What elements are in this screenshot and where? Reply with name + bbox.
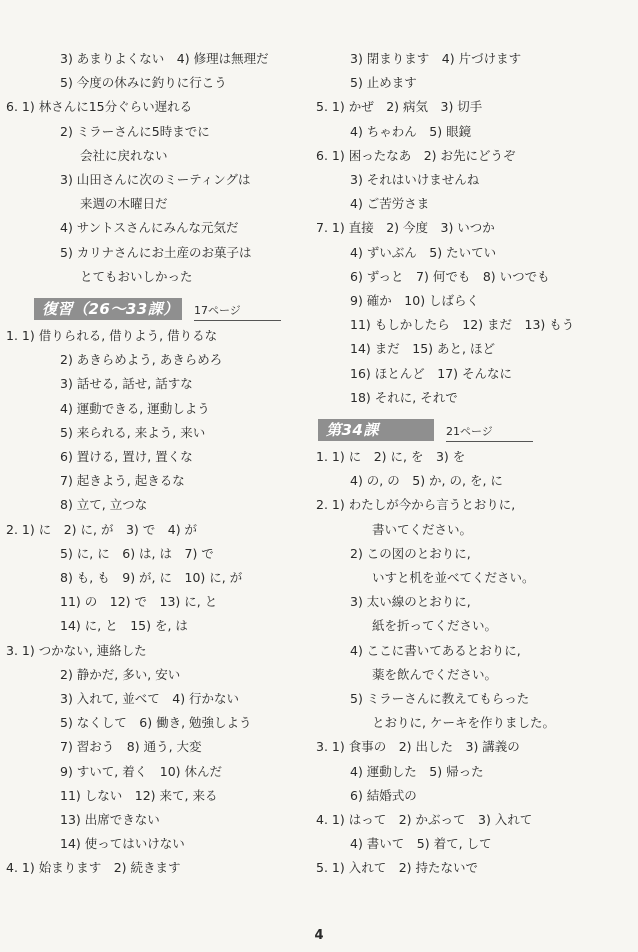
right-column-answer-line: 5) ミラーさんに教えてもらった	[350, 691, 530, 706]
left-column-answer-line: 2) ミラーさんに5時までに	[60, 123, 210, 139]
left-column-answer-line: 8) も, も 9) が, に 10) に, が	[60, 570, 243, 585]
right-column-answer-line: 4) ちゃわん 5) 眼鏡	[350, 123, 472, 139]
right-column-answer-line: 9) 確か 10) しばらく	[350, 293, 480, 308]
right-column-answer-line: 4) ずいぶん 5) たいてい	[350, 244, 497, 260]
left-column-answer-line: 会社に戻れない	[80, 147, 168, 163]
right-column-answer-line: 紙を折ってください。	[372, 618, 498, 634]
left-column-answer-line: 5) に, に 6) は, は 7) で	[60, 545, 214, 561]
left-column-answer-line: 6) 置ける, 置け, 置くな	[60, 449, 193, 464]
right-column-answer-line: 14) まだ 15) あと, ほど	[350, 341, 495, 357]
left-column-answer-line: 11) しない 12) 来て, 来る	[60, 787, 218, 803]
left-column-answer-line: 1. 1) 借りられる, 借りよう, 借りるな	[6, 328, 218, 343]
right-column-answer-line: 4. 1) はって 2) かぶって 3) 入れて	[316, 812, 533, 827]
right-column-answer-line: 5. 1) 入れて 2) 持たないで	[316, 860, 479, 876]
left-column-answer-line: 2. 1) に 2) に, が 3) で 4) が	[6, 521, 198, 537]
right-column-answer-line: 4) 書いて 5) 着て, して	[350, 836, 492, 852]
right-column-answer-line: 2. 1) わたしが今から言うとおりに,	[316, 497, 516, 513]
left-column-answer-line: 9) すいて, 着く 10) 休んだ	[60, 763, 223, 779]
right-column-answer-line: 2) この図のとおりに,	[350, 545, 471, 561]
right-column-answer-line: 6) ずっと 7) 何でも 8) いつでも	[350, 268, 550, 284]
left-column-answer-line: 4. 1) 始まります 2) 続きます	[6, 860, 181, 876]
right-column-answer-line: とおりに, ケーキを作りました。	[372, 715, 555, 731]
right-column-answer-line: 7. 1) 直接 2) 今度 3) いつか	[316, 220, 495, 236]
left-column-answer-line: 7) 習おう 8) 通う, 大変	[60, 739, 202, 755]
left-column-answer-line: 2) あきらめよう, あきらめろ	[60, 352, 223, 368]
left-column-answer-line: 4) 運動できる, 運動しよう	[60, 400, 210, 416]
left-column-answer-line: 5) 今度の休みに釣りに行こう	[60, 75, 227, 91]
right-column-page-reference: 21ページ	[446, 425, 493, 438]
right-column-answer-line: 5. 1) かぜ 2) 病気 3) 切手	[316, 99, 483, 115]
left-column-answer-line: 4) サントスさんにみんな元気だ	[60, 220, 239, 236]
page-number: 4	[314, 928, 324, 943]
right-column-answer-line: 1. 1) に 2) に, を 3) を	[316, 449, 466, 464]
right-column-answer-line: 4) の, の 5) か, の, を, に	[350, 473, 503, 489]
right-column-answer-line: 11) もしかしたら 12) まだ 13) もう	[350, 317, 575, 333]
right-column-answer-line: 書いてください。	[372, 521, 473, 537]
left-column-answer-line: 5) カリナさんにお土産のお菓子は	[60, 244, 252, 260]
right-column-answer-line: 6. 1) 困ったなあ 2) お先にどうぞ	[316, 147, 516, 163]
right-column-answer-line: 6) 結婚式の	[350, 787, 417, 803]
right-column-answer-line: 3. 1) 食事の 2) 出した 3) 講義の	[316, 739, 520, 755]
left-column-answer-line: 3. 1) つかない, 連絡した	[6, 642, 147, 658]
right-column-answer-line: 16) ほとんど 17) そんなに	[350, 365, 513, 381]
left-column-answer-line: 来週の木曜日だ	[80, 196, 168, 212]
right-column-answer-line: 4) ご苦労さま	[350, 196, 430, 212]
left-column-answer-line: とてもおいしかった	[80, 268, 193, 284]
left-column-answer-line: 2) 静かだ, 多い, 安い	[60, 666, 181, 682]
right-column-answer-line: 5) 止めます	[350, 75, 417, 91]
left-column-answer-line: 8) 立て, 立つな	[60, 497, 148, 513]
left-column-answer-line: 5) 来られる, 来よう, 来い	[60, 424, 206, 440]
right-column-answer-line: いすと机を並べてください。	[372, 570, 535, 585]
left-column-answer-line: 3) 話せる, 話せ, 話すな	[60, 376, 193, 392]
right-column-answer-line: 4) ここに書いてあるとおりに,	[350, 642, 521, 658]
right-column-section-header: 第34課	[318, 419, 434, 441]
left-column-answer-line: 3) あまりよくない 4) 修理は無理だ	[60, 51, 269, 66]
left-column-answer-line: 14) に, と 15) を, は	[60, 618, 188, 634]
left-column-answer-line: 6. 1) 林さんに15分ぐらい遅れる	[6, 99, 193, 115]
right-column-answer-line: 3) 閉まります 4) 片づけます	[350, 51, 522, 66]
right-column-answer-line: 3) それはいけませんね	[350, 172, 480, 187]
right-column-answer-line: 4) 運動した 5) 帰った	[350, 763, 484, 779]
right-column-answer-line: 薬を飲んでください。	[372, 666, 498, 682]
left-column-answer-line: 3) 山田さんに次のミーティングは	[60, 172, 251, 187]
left-column-answer-line: 11) の 12) で 13) に, と	[60, 594, 218, 610]
left-column-section-header: 復習（26～33課）	[34, 298, 182, 320]
left-column-answer-line: 14) 使ってはいけない	[60, 836, 185, 852]
left-column-answer-line: 3) 入れて, 並べて 4) 行かない	[60, 691, 240, 706]
left-column-answer-line: 13) 出席できない	[60, 812, 160, 827]
left-column-answer-line: 7) 起きよう, 起きるな	[60, 473, 185, 489]
right-column-answer-line: 18) それに, それで	[350, 389, 458, 405]
right-column-answer-line: 3) 太い線のとおりに,	[350, 594, 471, 610]
left-column-answer-line: 5) なくして 6) 働き, 勉強しよう	[60, 715, 252, 731]
left-column-page-reference: 17ページ	[194, 304, 241, 317]
